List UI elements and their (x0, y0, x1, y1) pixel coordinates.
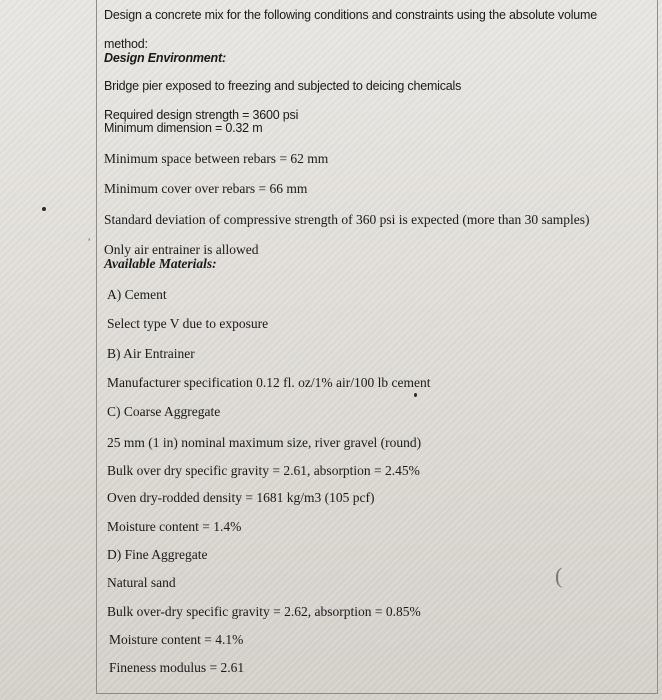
coarse-aggregate-size: 25 mm (1 in) nominal maximum size, river gravel (round) (107, 435, 422, 450)
stray-dot-mark (414, 393, 417, 397)
stray-dot-mark (42, 207, 46, 211)
fine-aggregate-moisture: Moisture content = 4.1% (109, 632, 244, 647)
standard-deviation-text: Standard deviation of compressive strength of 360 psi is expected (more than 30 samples) (104, 212, 590, 227)
coarse-aggregate-title: C) Coarse Aggregate (107, 404, 221, 419)
cement-title: A) Cement (107, 287, 167, 302)
pen-tick-mark: ʼ (88, 238, 91, 249)
fine-aggregate-type: Natural sand (107, 575, 176, 590)
design-strength-text: Required design strength = 3600 psi (104, 108, 299, 122)
exposure-text: Bridge pier exposed to freezing and subjected to deicing chemicals (104, 79, 462, 93)
air-entrainer-spec: Manufacturer specification 0.12 fl. oz/1% air/100 lb cement (107, 375, 431, 390)
minimum-dimension-text: Minimum dimension = 0.32 m (104, 121, 263, 135)
fine-aggregate-specific-gravity: Bulk over-dry specific gravity = 2.62, absorption = 0.85% (107, 604, 421, 619)
rebar-spacing-text: Minimum space between rebars = 62 mm (104, 151, 329, 166)
rebar-cover-text: Minimum cover over rebars = 66 mm (104, 181, 308, 196)
coarse-aggregate-moisture: Moisture content = 1.4% (107, 519, 242, 534)
coarse-aggregate-specific-gravity: Bulk over dry specific gravity = 2.61, absorption = 2.45% (107, 463, 420, 478)
stray-paren-mark: ( (555, 563, 563, 588)
coarse-aggregate-density: Oven dry-rodded density = 1681 kg/m3 (105 pcf) (107, 490, 375, 505)
air-entrainer-title: B) Air Entrainer (107, 346, 195, 361)
problem-statement-line1: Design a concrete mix for the following conditions and constraints using the absolute volume (104, 8, 597, 22)
problem-statement-line2: method: (104, 37, 148, 51)
air-entrainer-text: Only air entrainer is allowed (104, 242, 259, 257)
cement-text: Select type V due to exposure (107, 316, 269, 331)
section-design-environment: Design Environment: (104, 51, 226, 65)
available-materials-heading: Available Materials: (104, 256, 217, 271)
fine-aggregate-fineness-modulus: Fineness modulus = 2.61 (109, 660, 245, 675)
fine-aggregate-title: D) Fine Aggregate (107, 547, 208, 562)
